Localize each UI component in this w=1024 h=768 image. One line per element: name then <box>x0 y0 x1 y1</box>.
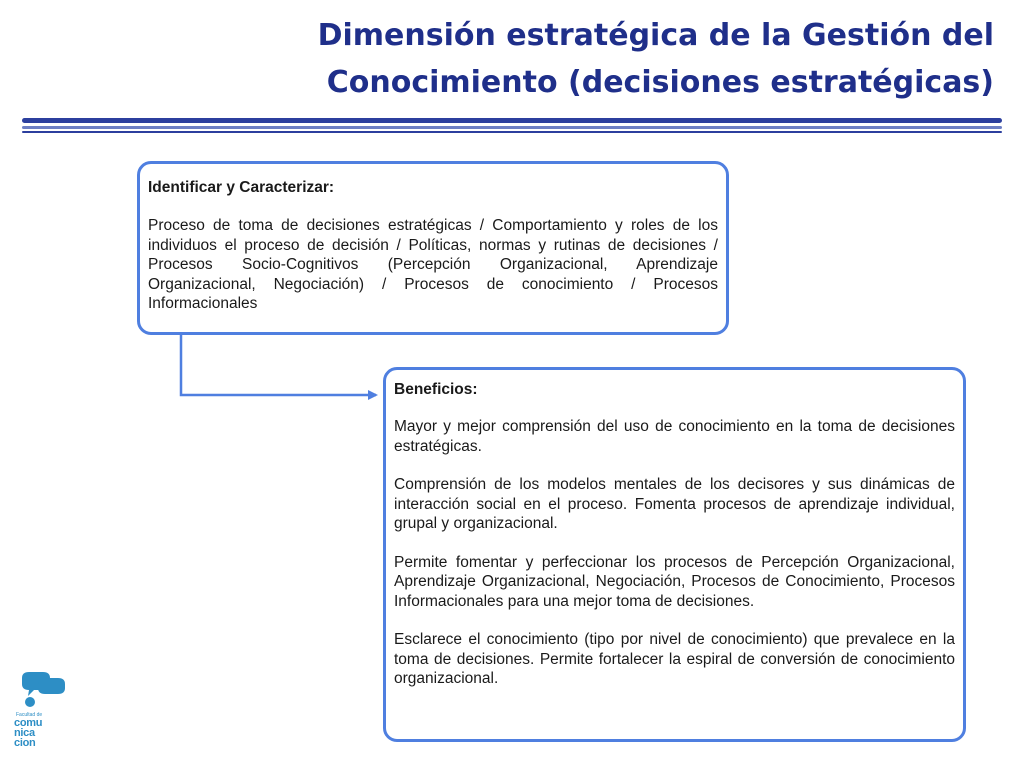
title-divider-light <box>22 126 1002 129</box>
connector-arrow <box>181 335 376 395</box>
logo-word-2: nica <box>14 727 35 739</box>
benefit-item: Mayor y mejor comprensión del uso de conocimiento en la toma de decisiones estratégicas. <box>394 418 955 455</box>
identify-heading: Identificar y Caracterizar: <box>148 179 335 196</box>
benefit-item: Permite fomentar y perfeccionar los procesos de Percepción Organizacional, Aprendizaje Organizacional, Negociación, Procesos de Conocimiento, Procesos Informacionales para una mejor toma de decisiones. <box>394 553 955 610</box>
title-line-2: Conocimiento (decisiones estratégicas) <box>326 65 994 100</box>
title-divider-thick <box>22 118 1002 123</box>
benefits-heading: Beneficios: <box>394 381 478 398</box>
benefit-item: Comprensión de los modelos mentales de los decisores y sus dinámicas de interacción social en el proceso. Fomenta procesos de aprendizaje individual, grupal y organizacional. <box>394 476 955 532</box>
logo-word-3: cion <box>14 737 36 749</box>
logo-word-1: comu <box>14 717 43 729</box>
title-line-1: Dimensión estratégica de la Gestión del <box>317 18 994 53</box>
benefit-item: Esclarece el conocimiento (tipo por nivel de conocimiento) que prevalece en la toma de decisiones. Permite fortalecer la espiral de conversión de conocimiento organizacional. <box>394 631 955 687</box>
slide-title <box>94 12 994 106</box>
identify-characterize-box <box>137 161 729 335</box>
title-divider-thin <box>22 131 1002 133</box>
identify-body: Proceso de toma de decisiones estratégicas / Comportamiento y roles de los individuos el proceso de decisión / Políticas, normas y rutinas de decisiones / Procesos Socio-Cognitivos (Percepción Organizacional, Aprendizaje Organizacional, Negociación) / Procesos de conocimiento / Procesos Informacionales <box>148 217 718 312</box>
logo-small-text: Facultad de <box>16 712 43 718</box>
faculty-logo <box>14 712 68 748</box>
benefits-box <box>383 367 966 742</box>
